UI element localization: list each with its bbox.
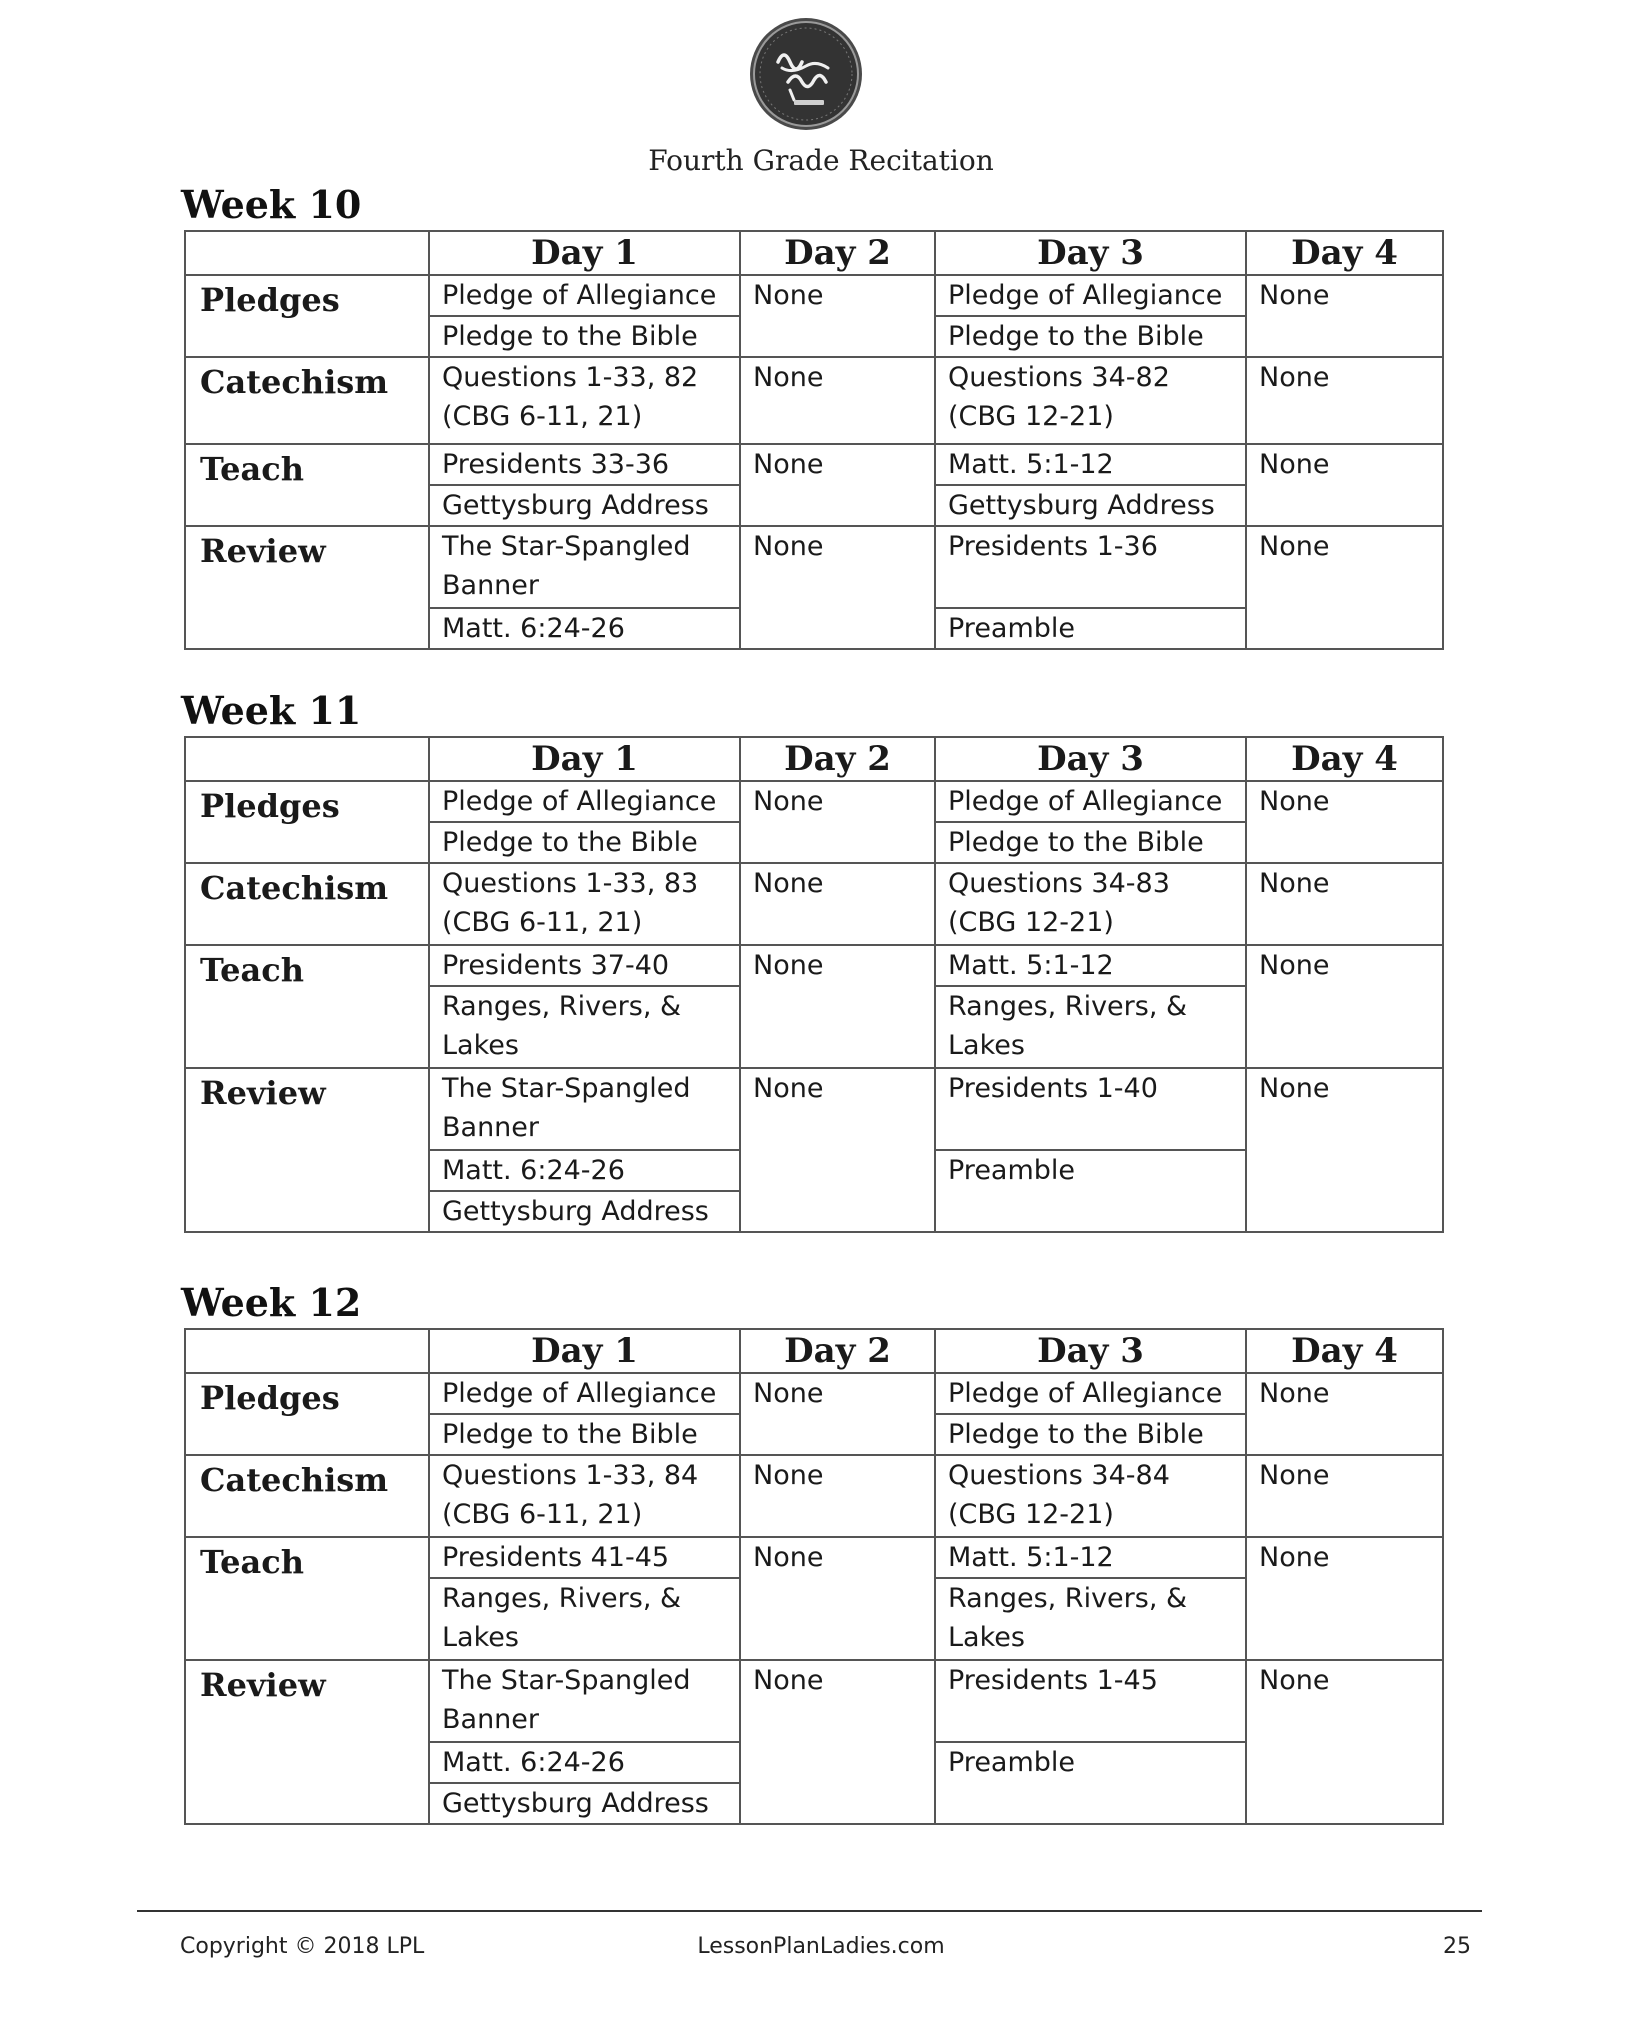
week-table xyxy=(184,736,1444,1233)
day4-item: None xyxy=(1246,1373,1443,1455)
category-label: Review xyxy=(185,1068,429,1232)
day4-item: None xyxy=(1246,526,1443,649)
table-row xyxy=(185,444,1443,485)
footer-divider xyxy=(137,1910,1482,1912)
day3-item: Presidents 1-40 xyxy=(935,1068,1246,1150)
day1-item: Questions 1-33, 84 (CBG 6-11, 21) xyxy=(429,1455,740,1537)
day-header: Day 3 xyxy=(935,231,1246,275)
day1-item: Ranges, Rivers, & Lakes xyxy=(429,1578,740,1660)
table-row xyxy=(185,781,1443,822)
day4-item: None xyxy=(1246,1455,1443,1537)
page-number: 25 xyxy=(1443,1934,1471,1959)
day3-item: Questions 34-82 (CBG 12-21) xyxy=(935,357,1246,444)
day2-item: None xyxy=(740,275,935,357)
day3-item: Presidents 1-36 xyxy=(935,526,1246,608)
category-label: Teach xyxy=(185,945,429,1068)
day-header: Day 1 xyxy=(429,231,740,275)
day1-item: Pledge of Allegiance xyxy=(429,275,740,316)
day1-item: Questions 1-33, 83 (CBG 6-11, 21) xyxy=(429,863,740,945)
day-header: Day 2 xyxy=(740,1329,935,1373)
day2-item: None xyxy=(740,357,935,444)
day-header: Day 1 xyxy=(429,1329,740,1373)
day2-item: None xyxy=(740,444,935,526)
day-header: Day 2 xyxy=(740,737,935,781)
category-label: Review xyxy=(185,1660,429,1824)
day3-item: Matt. 5:1-12 xyxy=(935,1537,1246,1578)
week-heading: Week 12 xyxy=(181,1280,362,1325)
day3-item: Ranges, Rivers, & Lakes xyxy=(935,986,1246,1068)
day1-item: Pledge of Allegiance xyxy=(429,1373,740,1414)
brand-logo xyxy=(748,16,864,132)
day1-item: Gettysburg Address xyxy=(429,1191,740,1232)
day3-item: Preamble xyxy=(935,1150,1246,1232)
day1-item: The Star-Spangled Banner xyxy=(429,526,740,608)
day3-item: Ranges, Rivers, & Lakes xyxy=(935,1578,1246,1660)
day1-item: Matt. 6:24-26 xyxy=(429,1742,740,1783)
week-table xyxy=(184,230,1444,650)
category-label: Pledges xyxy=(185,781,429,863)
day1-item: Matt. 6:24-26 xyxy=(429,1150,740,1191)
day3-item: Pledge of Allegiance xyxy=(935,781,1246,822)
footer-website: LessonPlanLadies.com xyxy=(697,1934,945,1959)
day4-item: None xyxy=(1246,444,1443,526)
day-header: Day 1 xyxy=(429,737,740,781)
week-table xyxy=(184,1328,1444,1825)
day-header-row xyxy=(185,737,1443,781)
category-label: Pledges xyxy=(185,1373,429,1455)
day1-item: Pledge to the Bible xyxy=(429,822,740,863)
day1-item: Presidents 33-36 xyxy=(429,444,740,485)
week-heading: Week 11 xyxy=(181,688,362,733)
day1-item: Gettysburg Address xyxy=(429,1783,740,1824)
day3-item: Questions 34-84 (CBG 12-21) xyxy=(935,1455,1246,1537)
table-row xyxy=(185,1660,1443,1742)
day3-item: Matt. 5:1-12 xyxy=(935,444,1246,485)
table-row xyxy=(185,526,1443,608)
table-row xyxy=(185,863,1443,945)
day2-item: None xyxy=(740,781,935,863)
day2-item: None xyxy=(740,1660,935,1824)
day-header: Day 3 xyxy=(935,737,1246,781)
day2-item: None xyxy=(740,1068,935,1232)
day3-item: Pledge to the Bible xyxy=(935,822,1246,863)
category-label: Catechism xyxy=(185,1455,429,1537)
day1-item: Ranges, Rivers, & Lakes xyxy=(429,986,740,1068)
corner-cell xyxy=(185,1329,429,1373)
day-header: Day 4 xyxy=(1246,231,1443,275)
day4-item: None xyxy=(1246,275,1443,357)
footer-copyright: Copyright © 2018 LPL xyxy=(180,1934,425,1959)
day3-item: Pledge of Allegiance xyxy=(935,275,1246,316)
day4-item: None xyxy=(1246,1068,1443,1232)
day4-item: None xyxy=(1246,781,1443,863)
day3-item: Preamble xyxy=(935,608,1246,649)
day1-item: The Star-Spangled Banner xyxy=(429,1660,740,1742)
table-row xyxy=(185,1537,1443,1578)
table-row xyxy=(185,275,1443,316)
category-label: Catechism xyxy=(185,863,429,945)
day-header: Day 3 xyxy=(935,1329,1246,1373)
day-header-row xyxy=(185,1329,1443,1373)
table-row xyxy=(185,1373,1443,1414)
day4-item: None xyxy=(1246,357,1443,444)
category-label: Catechism xyxy=(185,357,429,444)
day2-item: None xyxy=(740,526,935,649)
day3-item: Matt. 5:1-12 xyxy=(935,945,1246,986)
table-row xyxy=(185,945,1443,986)
corner-cell xyxy=(185,231,429,275)
day1-item: Pledge of Allegiance xyxy=(429,781,740,822)
category-label: Review xyxy=(185,526,429,649)
week-heading: Week 10 xyxy=(181,182,362,227)
day3-item: Pledge to the Bible xyxy=(935,1414,1246,1455)
day3-item: Questions 34-83 (CBG 12-21) xyxy=(935,863,1246,945)
day3-item: Pledge of Allegiance xyxy=(935,1373,1246,1414)
day1-item: Presidents 41-45 xyxy=(429,1537,740,1578)
day2-item: None xyxy=(740,945,935,1068)
day-header: Day 4 xyxy=(1246,1329,1443,1373)
day3-item: Preamble xyxy=(935,1742,1246,1824)
day2-item: None xyxy=(740,1537,935,1660)
day4-item: None xyxy=(1246,945,1443,1068)
category-label: Teach xyxy=(185,444,429,526)
page-title: Fourth Grade Recitation xyxy=(648,144,994,177)
category-label: Pledges xyxy=(185,275,429,357)
day1-item: Presidents 37-40 xyxy=(429,945,740,986)
day1-item: Matt. 6:24-26 xyxy=(429,608,740,649)
day3-item: Presidents 1-45 xyxy=(935,1660,1246,1742)
table-row xyxy=(185,1068,1443,1150)
day4-item: None xyxy=(1246,1660,1443,1824)
day2-item: None xyxy=(740,863,935,945)
day-header-row xyxy=(185,231,1443,275)
day4-item: None xyxy=(1246,863,1443,945)
day3-item: Pledge to the Bible xyxy=(935,316,1246,357)
table-row xyxy=(185,357,1443,444)
day1-item: Pledge to the Bible xyxy=(429,1414,740,1455)
day1-item: The Star-Spangled Banner xyxy=(429,1068,740,1150)
day1-item: Gettysburg Address xyxy=(429,485,740,526)
day4-item: None xyxy=(1246,1537,1443,1660)
day2-item: None xyxy=(740,1455,935,1537)
day-header: Day 2 xyxy=(740,231,935,275)
day1-item: Questions 1-33, 82 (CBG 6-11, 21) xyxy=(429,357,740,444)
day1-item: Pledge to the Bible xyxy=(429,316,740,357)
corner-cell xyxy=(185,737,429,781)
table-row xyxy=(185,1455,1443,1537)
brand-logo-badge-icon xyxy=(748,16,864,132)
category-label: Teach xyxy=(185,1537,429,1660)
day-header: Day 4 xyxy=(1246,737,1443,781)
day2-item: None xyxy=(740,1373,935,1455)
day3-item: Gettysburg Address xyxy=(935,485,1246,526)
